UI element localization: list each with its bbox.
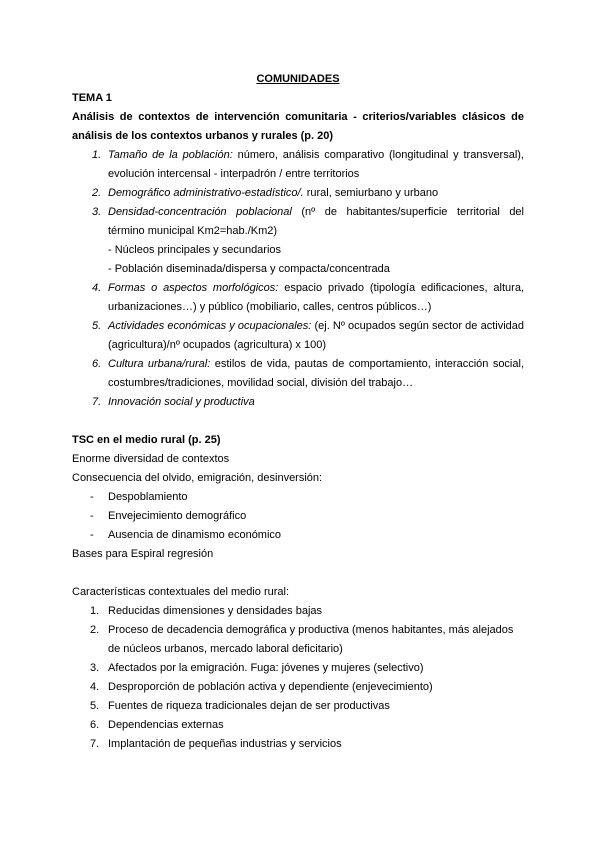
list-item-text: Despoblamiento [108,491,188,503]
list-item [90,697,524,716]
item-number: 3. [92,206,102,218]
item-text: (ej. Nº ocupados según sector de actividad (agricultura)/nº ocupados (agricultura) x 100) [108,320,524,351]
item-number: 6. [90,719,100,731]
section2-line: Bases para Espiral regresión [72,548,214,560]
criteria-item [92,146,524,184]
tema-label: TEMA 1 [72,92,112,104]
characteristics-list [72,602,524,754]
list-item [90,602,524,621]
sub-item: - Núcleos principales y secundarios [108,244,282,256]
list-item-text: Proceso de decadencia demográfica y productiva (menos habitantes, más alejados de núcleos urbanos, mercado laboral deficitario) [108,624,514,655]
list-item-text: Implantación de pequeñas industrias y servicios [108,738,342,750]
list-item [90,488,524,507]
section-heading: Análisis de contextos de intervención comunitaria - criterios/variables clásicos de análisis de los contextos urbanos y rurales (p. 20) [72,111,524,142]
item-number: 6. [92,358,102,370]
list-item-text: Ausencia de dinamismo económico [108,529,282,541]
criteria-item [92,279,524,317]
list-item-text: Reducidas dimensiones y densidades bajas [108,605,323,617]
dash-bullet: - [90,491,94,503]
item-number: 5. [92,320,102,332]
item-term: Actividades económicas y ocupacionales: [108,320,312,332]
list-item [90,659,524,678]
dash-bullet: - [90,510,94,522]
criteria-item [92,203,524,279]
list-item [90,716,524,735]
item-number: 7. [90,738,100,750]
item-term: Demográfico administrativo-estadístico/. [108,187,304,199]
item-number: 2. [90,624,100,636]
sub-item: - Población diseminada/dispersa y compacta/concentrada [108,263,390,275]
item-number: 7. [92,396,102,408]
dash-bullet: - [90,529,94,541]
item-text: (nº de habitantes/superficie territorial del término municipal Km2=hab./Km2) [108,206,524,237]
item-text: estilos de vida, pautas de comportamiento, interacción social, costumbres/tradiciones, movilidad social, división del trabajo… [108,358,524,389]
item-number: 1. [90,605,100,617]
item-term: Innovación social y productiva [108,396,255,408]
item-number: 4. [92,282,102,294]
item-text: espacio privado (tipología edificaciones, altura, urbanizaciones…) y público (mobiliario, calles, centros públicos…) [108,282,525,313]
section2-line: Consecuencia del olvido, emigración, desinversión: [72,472,323,484]
item-term: Cultura urbana/rural: [108,358,211,370]
criteria-item [92,317,524,355]
item-term: Densidad-concentración poblacional [108,206,292,218]
list-item [90,507,524,526]
section2-heading: TSC en el medio rural (p. 25) [72,434,221,446]
consequence-list [72,488,524,545]
list-item-text: Desproporción de población activa y dependiente (enjevecimiento) [108,681,433,693]
item-term: Tamaño de la población: [108,149,233,161]
criteria-item [92,355,524,393]
list-item [90,621,524,659]
criteria-item [92,184,524,203]
section2-line: Enorme diversidad de contextos [72,453,230,465]
item-number: 5. [90,700,100,712]
list-item [90,526,524,545]
item-number: 1. [92,149,102,161]
list-item [90,735,524,754]
document-title: COMUNIDADES [256,73,340,85]
list-item-text: Fuentes de riqueza tradicionales dejan de ser productivas [108,700,390,712]
item-number: 4. [90,681,100,693]
spacer [72,412,524,431]
item-text: número, análisis comparativo (longitudinal y transversal), evolución intercensal - interpadrón / entre territorios [108,149,524,180]
item-term: Formas o aspectos morfológicos: [108,282,279,294]
list-item [90,678,524,697]
spacer [72,564,524,583]
criteria-list [72,146,524,412]
item-number: 2. [92,187,102,199]
list-item-text: Afectados por la emigración. Fuga: jóvenes y mujeres (selectivo) [108,662,424,674]
criteria-item [92,393,524,412]
item-number: 3. [90,662,100,674]
item-text: rural, semiurbano y urbano [303,187,439,199]
list-item-text: Envejecimiento demográfico [108,510,247,522]
characteristics-intro: Características contextuales del medio rural: [72,586,290,598]
list-item-text: Dependencias externas [108,719,224,731]
